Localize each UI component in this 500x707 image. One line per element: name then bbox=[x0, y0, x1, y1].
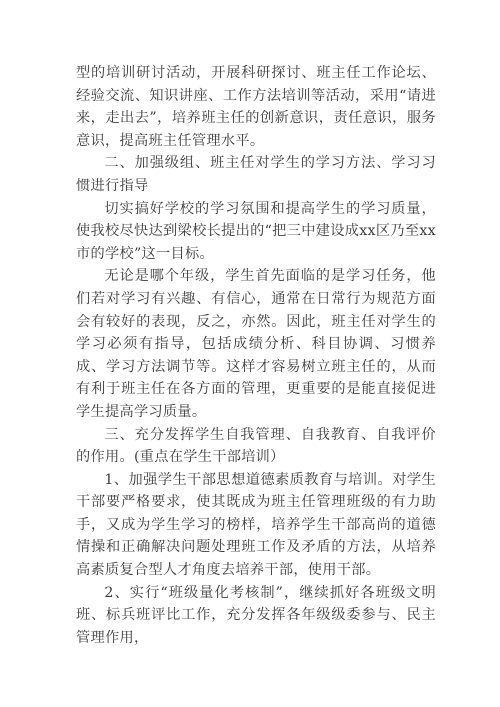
paragraph-6: 1、加强学生干部思想道德素质教育与培训。对学生干部要严格要求，使其既成为班主任管理班级的有力助手，又成为学生学习的榜样，培养学生干部高尚的道德情操和正确解决问题处理班工作及矛盾的方法，从培养高素质复合型人才角度去培养干部，使用干部。 bbox=[76, 471, 436, 579]
paragraph-3: 切实搞好学校的学习氛围和提高学生的学习质量，使我校尽快达到梁校长提出的“把三中建设成xx区乃至xx市的学校”这一目标。 bbox=[76, 200, 436, 262]
paragraph-2-heading: 二、加强级组、班主任对学生的学习方法、学习习惯进行指导 bbox=[76, 155, 436, 194]
paragraph-7: 2、实行“班级量化考核制”，继续抓好各班级文明班、标兵班评比工作，充分发挥各年级级委参与、民主管理作用， bbox=[76, 584, 436, 646]
document-page bbox=[76, 62, 436, 649]
paragraph-4: 无论是哪个年级，学生首先面临的是学习任务，他们若对学习有兴趣、有信心，通常在日常行为规范方面会有较好的表现，反之，亦然。因此，班主任对学生的学习必须有指导，包括成绩分析、科目协调、习惯养成、学习方法调节等。这样才容易树立班主任的，从而有利于班主任在各方面的管理，更重要的是能直接促进学生提高学习质量。 bbox=[76, 268, 436, 420]
paragraph-1: 型的培训研讨活动，开展科研探讨、班主任工作论坛、经验交流、知识讲座、工作方法培训等活动，采用“请进来，走出去”，培养班主任的创新意识，责任意识，服务意识，提高班主任管理水平。 bbox=[76, 65, 436, 149]
paragraph-5-heading: 三、充分发挥学生自我管理、自我教育、自我评价的作用。(重点在学生干部培训） bbox=[76, 426, 436, 466]
